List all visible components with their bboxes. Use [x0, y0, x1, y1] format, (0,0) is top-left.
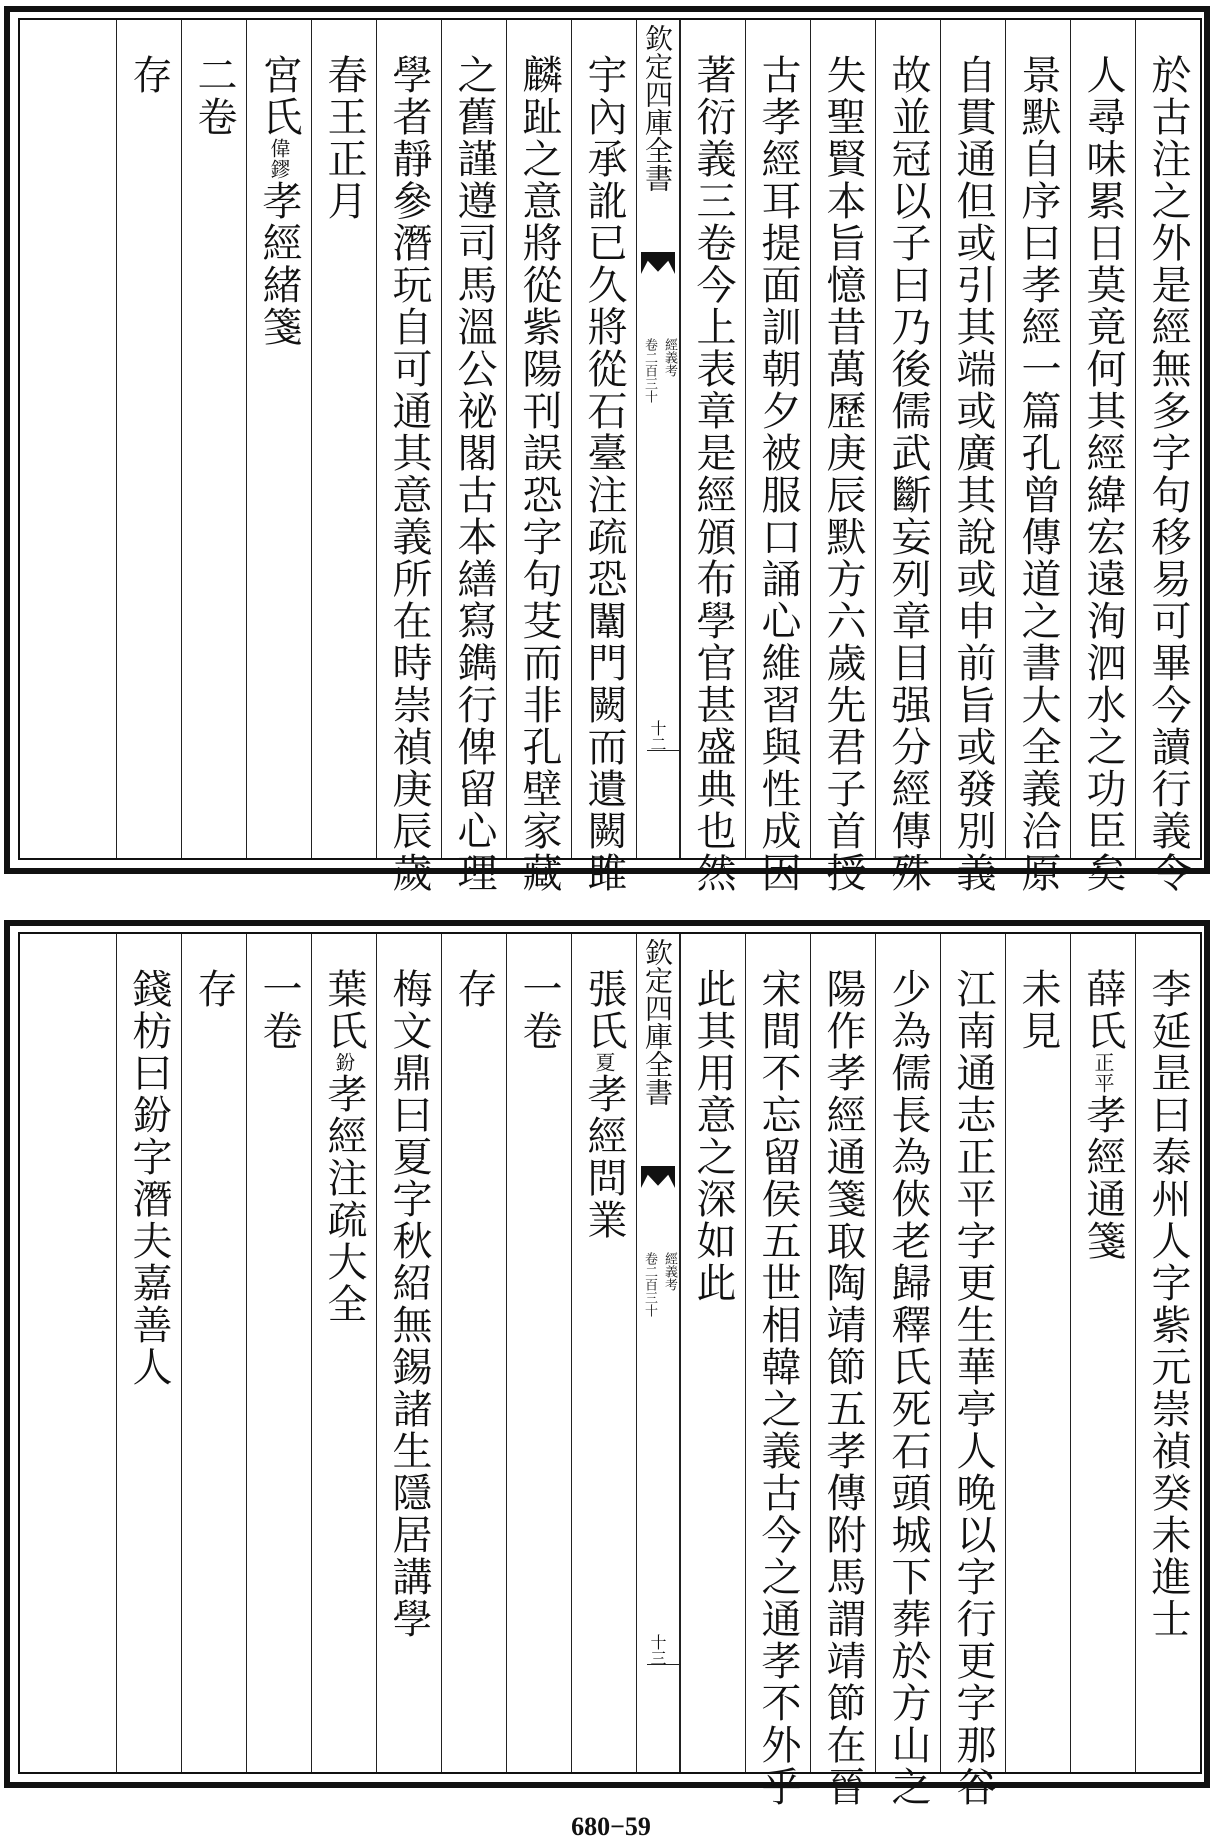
text-column [311, 20, 376, 858]
text-column [376, 20, 441, 894]
column-text [312, 968, 376, 1325]
book-title: 孝經通箋 [1080, 1094, 1126, 1262]
volume-info [637, 1252, 679, 1317]
text-column [181, 934, 246, 1772]
text-column [441, 20, 506, 894]
column-text: 二卷 [191, 54, 237, 138]
book-title: 孝經注疏大全 [321, 1073, 367, 1325]
column-text: 一卷 [516, 968, 562, 1052]
column-text: 李延昰曰泰州人字紫元崇禎癸未進士 [1145, 968, 1191, 1640]
column-text: 陽作孝經通箋取陶靖節五孝傳附馬謂靖節在晉 [820, 968, 866, 1808]
column-text: 存 [191, 968, 237, 1010]
column-text: 存 [451, 968, 497, 1010]
leaf-number: 十二 [648, 720, 667, 752]
column-text: 存 [126, 54, 172, 96]
text-column [940, 20, 1005, 894]
text-column [376, 934, 441, 1772]
book-series-title: 欽定四庫全書 [641, 24, 674, 192]
column-text: 故並冠以子曰乃後儒武斷妄列章目强分經傳殊 [885, 54, 931, 894]
work-title: 經義考 [662, 1252, 677, 1291]
column-text: 麟趾之意將從紫陽刊誤恐字句芟而非孔壁家藏 [516, 54, 562, 894]
text-column [116, 20, 181, 858]
column-text: 此其用意之深如此 [690, 968, 736, 1304]
text-column [810, 20, 875, 894]
author-given-name: 偉鏐 [267, 138, 291, 180]
text-column [116, 934, 181, 1772]
column-text: 錢枋曰鈖字潛夫嘉善人 [126, 968, 172, 1388]
author-name: 薛氏 [1080, 968, 1126, 1052]
text-column [246, 20, 311, 858]
column-text: 少為儒長為俠老歸釋氏死石頭城下葬於方山之 [885, 968, 931, 1808]
text-column [1135, 20, 1200, 894]
column-text: 人尋味累日莫竟何其經緯宏遠洵泗水之功臣矣 [1080, 54, 1126, 894]
volume-number: 卷二百三十 [642, 1252, 657, 1317]
author-given-name: 正平 [1091, 1052, 1115, 1094]
text-column [680, 20, 745, 894]
text-column [246, 934, 311, 1772]
author-given-name: 鈖 [332, 1052, 356, 1073]
text-column [506, 20, 571, 894]
text-columns [20, 20, 1200, 894]
column-text: 宋間不忘留侯五世相韓之義古今之通孝不外乎 [755, 968, 801, 1808]
text-column [940, 934, 1005, 1808]
text-column [875, 20, 940, 894]
column-text: 學者靜參潛玩自可通其意義所在時崇禎庚辰歲 [386, 54, 432, 894]
column-text: 自貫通但或引其端或廣其說或申前旨或發別義 [950, 54, 996, 894]
volume-number: 卷二百三十 [642, 338, 657, 403]
column-text: 之舊謹遵司馬溫公祕閣古本繕寫鐫行俾留心理 [451, 54, 497, 894]
column-text: 於古注之外是經無多字句移易可畢今讀行義令 [1145, 54, 1191, 894]
center-fold-strip [636, 20, 680, 858]
column-text: 梅文鼎曰夏字秋紹無錫諸生隱居講學 [386, 968, 432, 1640]
author-name: 葉氏 [321, 968, 367, 1052]
column-text: 景默自序曰孝經一篇孔曾傳道之書大全義洽原 [1015, 54, 1061, 894]
column-text: 一卷 [256, 968, 302, 1052]
text-column [1070, 20, 1135, 894]
column-text [572, 968, 636, 1241]
column-text: 春王正月 [321, 54, 367, 222]
fishtail-mark [641, 1166, 675, 1188]
book-series-title: 欽定四庫全書 [641, 938, 674, 1106]
upper-page [4, 6, 1210, 894]
text-column [1070, 934, 1135, 1772]
text-column [1135, 934, 1200, 1772]
work-title: 經義考 [662, 338, 677, 377]
book-title: 孝經緒箋 [256, 180, 302, 348]
text-column [571, 934, 636, 1772]
column-text: 失聖賢本旨憶昔萬歷庚辰默方六歲先君子首授 [820, 54, 866, 894]
text-column [1005, 20, 1070, 894]
lower-page [4, 920, 1210, 1808]
leaf-number: 十三 [648, 1634, 667, 1666]
page-number-footer: 680−59 [571, 1812, 651, 1841]
text-column [311, 934, 376, 1772]
column-text: 著衍義三卷今上表章是經頒布學官甚盛典也然 [690, 54, 736, 894]
author-given-name: 夏 [592, 1052, 616, 1073]
text-column [875, 934, 940, 1808]
book-title: 孝經問業 [581, 1073, 627, 1241]
column-text [247, 54, 311, 348]
text-column [680, 934, 745, 1772]
author-name: 宮氏 [256, 54, 302, 138]
text-column [571, 20, 636, 894]
text-columns [20, 934, 1200, 1808]
text-column [1005, 934, 1070, 1772]
leaf-bracket [647, 1664, 679, 1665]
center-fold-strip [636, 934, 680, 1772]
text-column [441, 934, 506, 1772]
text-column [506, 934, 571, 1772]
column-text: 江南通志正平字更生華亭人晚以字行更字那谷 [950, 968, 996, 1808]
leaf-bracket [647, 750, 679, 751]
text-column [810, 934, 875, 1808]
fishtail-mark [641, 252, 675, 274]
text-column [745, 934, 810, 1808]
text-column [745, 20, 810, 894]
column-text [1071, 968, 1135, 1262]
column-text: 古孝經耳提面訓朝夕被服口誦心維習與性成因 [755, 54, 801, 894]
column-text: 未見 [1015, 968, 1061, 1052]
column-text: 宇內承訛已久將從石臺注疏恐闈門闕而遺闕雎 [581, 54, 627, 894]
author-name: 張氏 [581, 968, 627, 1052]
volume-info [637, 338, 679, 403]
text-column [181, 20, 246, 858]
